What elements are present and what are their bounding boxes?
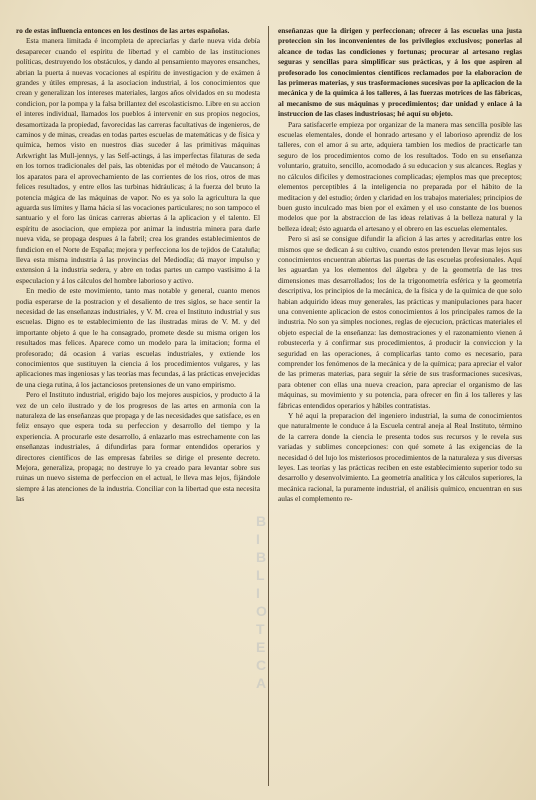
- left-column: [16, 26, 260, 786]
- library-stamp-watermark: B I B L I O T E C A: [256, 513, 267, 691]
- paragraph: ro de estas influencia entonces en los destinos de las artes españolas.: [16, 26, 230, 35]
- paragraph: Esta manera limitada é incompleta de apreciarlas y darle nueva vida debía desaparecer cuando el espíritu de libertad y el cambio de las instituciones políticas, destruyendo los obstáculos, y dando al pensamiento mayores ensanches, abrian la puerta á nuevas vocaciones al espíritu de investigacion y de exámen á grandes y útiles empresas, á la asociacion industrial, á los conocimientos que crean y generalizan los intereses materiales, largos años olvidados en su modesta condicion, por la pompa y la falsa brillantez del escolasticismo. Libre en su accion el interes individual, llamados los pueblos á intervenir en sus propios negocios, desamortizada la propiedad, favorecidas las carreras facultativas de ingenieros, de caminos y de minas, creadas en todas partes escuelas de matemáticas y de física y química, hemos visto en nuestros dias suceder á las primitivas máquinas Arkwright las Mull-jennys, y las Self-actings, á las imperfectas filaturas de seda en los tornos tradicionales del pais, las obtenidas por el método de Vaucanson; á los aparatos para el aprovechamiento de las corrientes de los rios, otros de mas felices resultados, y entre ellos las turbinas hidráulicas; á la fuerza del bruto la potencia mágica de las máquinas de vapor. No es ya solo la agricultura la que aguarda sus límites y llama hácia sí las vocaciones particulares; no son tampoco el santuario y el foro las únicas carreras abiertas á la aplicacion y el talento. El espíritu de asociacion, que empieza por animar la industria minera para darle nueva vida, se propaga despues á la fabril; crea los grandes establecimientos de fundicion en el Norte de España; mejora y perfecciona los de tejidos de Cataluña; lleva esta misma industria á las provincias del Mediodía; dá mayor impulso y extension á la industria sedera, y abre en todas partes un campo vastísimo á la especulacion y á los cálculos del hombre laborioso y activo.: [16, 36, 260, 285]
- two-column-layout: [16, 26, 522, 786]
- paragraph: Para satisfacerle empieza por organizar de la manera mas sencilla posible las escuelas elementales, donde el honrado artesano y el laborioso aprendiz de los talleres, con el amor á su arte, adquiera tambien los medios de practicarle tan seguro de los procedimientos como de los resultados. Todo en su enseñanza voluntario, gratuito, sencillo, acomodado á su educacion y sus alcances. Reglas y no cálculos difíciles y demostraciones complicadas; ejemplos mas que preceptos; elementos perceptibles á la inteligencia no preparada por el hábito de la meditacion y del estudio; órden y claridad en los trabajos materiales; principios de buen gusto inculcado mas bien por el exámen y el uso constante de los buenos modelos que por la abstraccion de las ideas relativas á la belleza natural y la belleza ideal; ésto aguarda el artesano y el obrero en las escuelas elementales.: [278, 119, 522, 233]
- paragraph: Y hé aquí la preparacion del ingeniero industrial, la suma de conocimientos que naturalmente le conduce á la Escuela central aneja al Real Instituto, término de la carrera donde la ciencia le presenta todos sus recursos y le revela sus variadas y sublimes concepciones: con qué somete á las exigencias de la necesidad ó del lujo los misteriosos procedimientos de la naturaleza y sus diversas leyes. Las teorías y las prácticas reciben en este establecimiento superior todo su desarrollo y desenvolvimiento. La geometría analítica y los cálculos superiores, la mecánica racional, la puramente industrial, el análisis químico, encuentran en sus aulas el complemento re-: [278, 411, 522, 504]
- paragraph: enseñanzas que la dirigen y perfeccionan; ofrecer á las escuelas una justa proteccion sin los inconvenientes de los privilegios exclusivos; ponerlas al alcance de todas las condiciones y fortunas; procurar al artesano reglas seguras y sencillas para simplificar sus prácticas, y á los que aspiren al profesorado los conocimientos científicos reclamados por la elaboracion de las primeras materias, y sus trasformaciones sucesivas por la aplicacion de la mecánica y de la química á los talleres, á las fuerzas motrices de las fábricas, al mecanismo de sus máquinas y procedimientos; dar unidad y enlace á la instruccion de las clases industriosas; hé aquí su objeto.: [278, 26, 522, 119]
- paragraph: Pero el Instituto industrial, erigido bajo los mejores auspicios, y producto á la vez de un celo ilustrado y de los progresos de las artes en armonía con la naturaleza de las enseñanzas que propaga y de las necesidades que satisface, es en feliz ensayo que espera toda su perfeccion y desarrollo del tiempo y la experiencia. A procurarle este desarrollo, á enlazarlo mas estrechamente con las enseñanzas industriales, á difundirlas para formar entendidos operarios y directores científicos de las empresas fabriles se dirige el presente decreto. Mejora, generaliza, propaga; no destruye lo ya creado para levantar sobre sus ruinas un nuevo sistema de perfeccion en el actual, le lleva mas lejos, fijándole siempre á las atenciones de la industria. Conciliar con la libertad que esta necesita las: [16, 390, 260, 504]
- paragraph: En medio de este movimiento, tanto mas notable y general, cuanto menos podia esperarse de la postracion y el desaliento de tres siglos, se hace sentir la necesidad de las enseñanzas industriales, y V. M. crea el Instituto industrial y sus escuelas. Digno es te establecimiento de las ilustradas miras de V. M. y del importante objeto á que le ha consagrado, promete desde su misma origen los resultados mas felices. Aparece como un modelo para la imitacion; forma el profesorado; dá ocasion á varias escuelas industriales, y extiende los conocimientos que sustituyen la ciencia á los procedimientos vulgares, y las aplicaciones mas ingeniosas y las teorías mas fecundas, á las prácticas envejecidas de una ciega rutina, á los jactanciosos pretensiones de un vano empirismo.: [16, 286, 260, 389]
- column-divider: [268, 26, 269, 786]
- paragraph: Pero si así se consigue difundir la aficion á las artes y acreditarlas entre los mismos que se dedican á su cultivo, cuando estos pretenden llevar mas lejos sus conocimientos encuentran abiertas las puertas de las escuelas profesionales. Aquí les aguardan ya los elementos del álgebra y de la geometría de las tres dimensiones mas desarrollados; los de la trigonometría esférica y la geometría descriptiva, los principios de la mecánica, de la física y de la química de que solo habian adquirido ideas muy generales, las prácticas y manipulaciones para hacer una conveniente aplicacion de estos conocimientos á los principales ramos de la industria. No son ya simples nociones, reglas de ejecucion, prácticas materiales el objeto especial de la enseñanza: las demostraciones y el razonamiento vienen á robustecerla y á confirmar sus procedimientos, á producir la conviccion y la seguridad en las operaciones, á complicarlas tanto como es necesario, para comprender los fenómenos de la mecánica y de la química; para apreciar el valor de las primeras materias, para seguir la série de sus trasformaciones sucesivas, para obtener con ellas una nueva creacion, para apreciar el organismo de las máquinas, su movimiento y su potencia, para ofrecer en fin á los talleres y las fábricas entendidos operarios y hábiles contratistas.: [278, 234, 522, 410]
- right-column: [278, 26, 522, 786]
